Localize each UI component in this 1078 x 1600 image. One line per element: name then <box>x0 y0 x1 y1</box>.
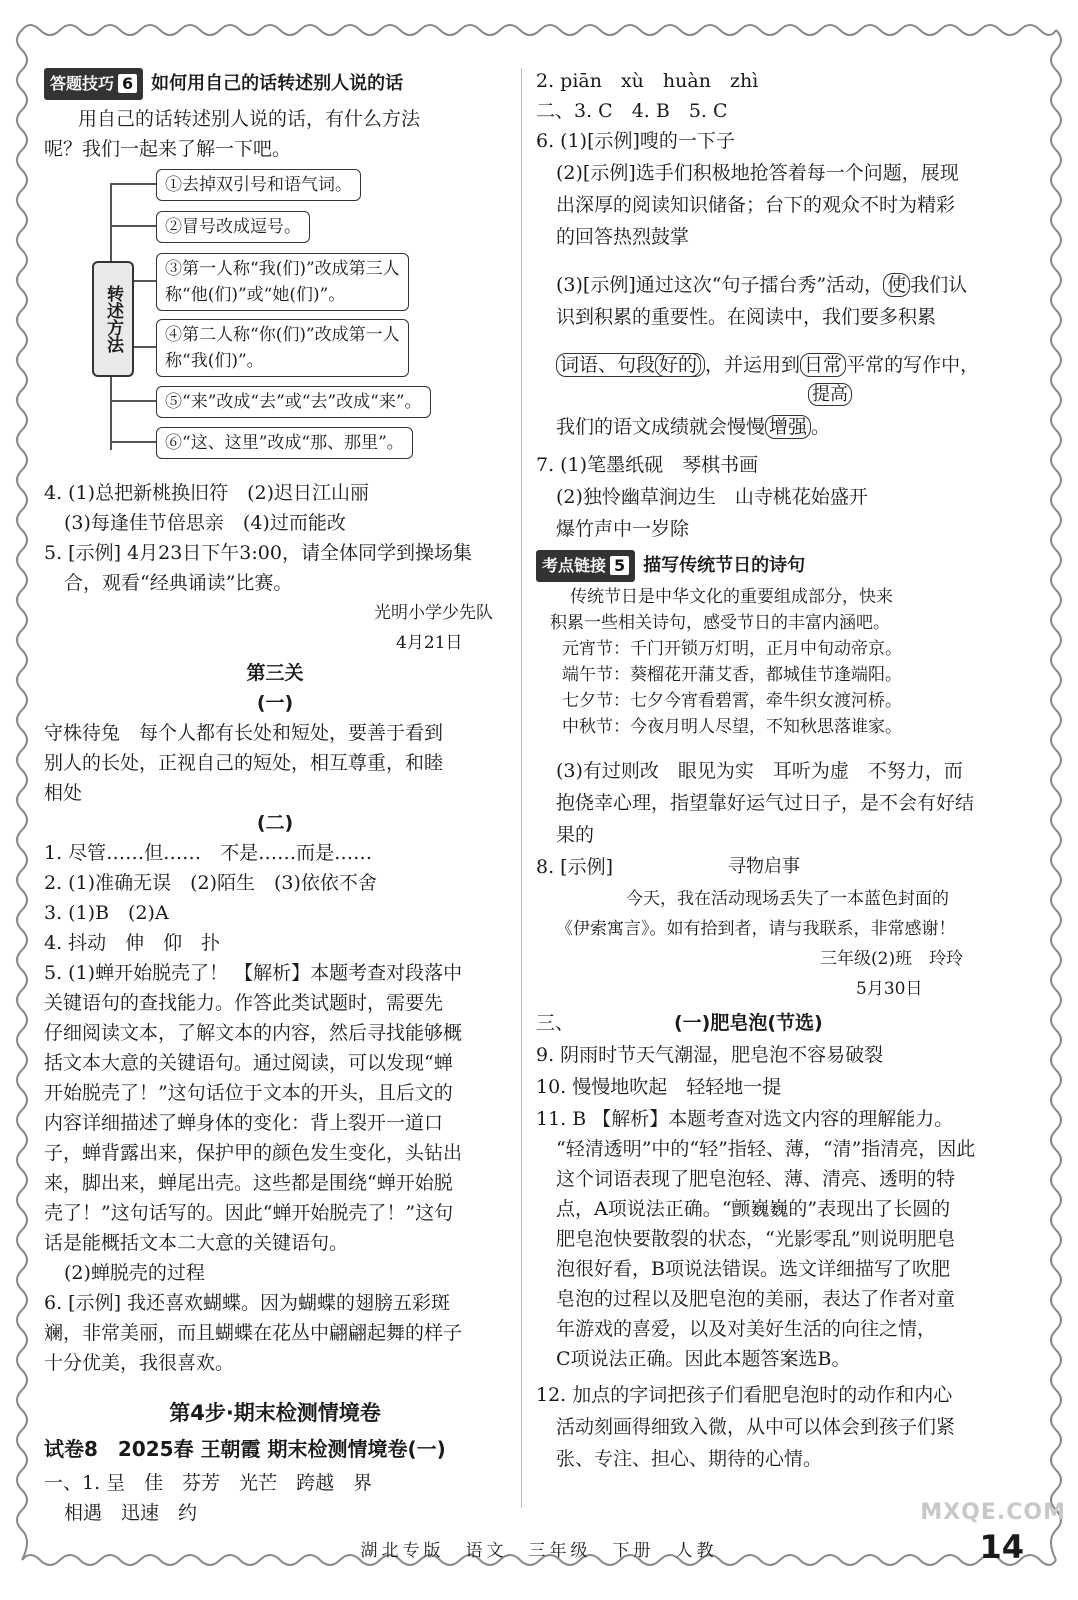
step-4-title: 第4步·期末检测情境卷 <box>169 1401 381 1425</box>
answer-b5-line: (2)蝉脱壳的过程 <box>64 1262 205 1284</box>
answer-page <box>34 58 1044 1566</box>
signature-org: 光明小学少先队 <box>374 603 493 623</box>
answer-b6-line: 6. [示例] 我还喜欢蝴蝶。因为蝴蝶的翅膀五彩斑 <box>44 1292 451 1314</box>
answer-4b: (3)每逢佳节倍思亲 (4)过而能改 <box>64 512 346 534</box>
answer-5b: 合，观看“经典诵读”比赛。 <box>64 572 293 594</box>
answer-r6c-line-2: 识到积累的重要性。在阅读中，我们要多积累 <box>556 306 937 328</box>
bracket-tick <box>110 225 156 227</box>
answer-b5-line: 来，脚出来，蝉尾出壳。这些都是围绕“蝉开始脱 <box>44 1172 453 1194</box>
answer-r2: 2. piān xù huàn zhì <box>536 70 759 92</box>
answer-b5-line: 关键语句的查找能力。作答此类试题时，需要先 <box>44 992 444 1014</box>
answer-b6-line: 斓，非常美丽，而且蝴蝶在花丛中翩翩起舞的样子 <box>44 1322 463 1344</box>
link-header <box>536 550 805 582</box>
answer-b1: 1. 尽管……但…… 不是……而是…… <box>44 842 373 864</box>
paper-8-title: 试卷8 2025春 王朝霞 期末检测情境卷(一) <box>44 1437 446 1461</box>
poem-line: 中秋节：今夜月明人尽望，不知秋思落谁家。 <box>562 717 902 737</box>
subsection-1: (一) <box>256 692 294 714</box>
answer-b5-line: 5. (1)蝉开始脱壳了！ 【解析】本题考查对段落中 <box>44 962 463 984</box>
s1-line-2: 别人的长处，正视自己的短处，相互尊重，和睦 <box>44 752 444 774</box>
section-3-title: 第三关 <box>246 662 304 684</box>
link-intro-2: 积累一些相关诗句，感受节日的丰富内涵吧。 <box>550 613 890 633</box>
answer-r11-line: 点，A项说法正确。“颤巍巍的”表现出了长圆的 <box>556 1198 951 1220</box>
method-box-6: ⑥“这、这里”改成“那、那里”。 <box>156 427 413 459</box>
notice-body-1: 今天，我在活动现场丢失了一本蓝色封面的 <box>626 889 949 909</box>
poem-line: 七夕节：七夕今宵看碧霄，牵牛织女渡河桥。 <box>562 691 902 711</box>
method-label: 转述方法 <box>92 261 134 377</box>
answer-r11-line: “轻清透明”中的“轻”指轻、薄，“清”指清亮，因此 <box>556 1138 976 1160</box>
s1-line-1: 守株待兔 每个人都有长处和短处，要善于看到 <box>44 722 444 744</box>
correction-up: 提高 <box>808 380 852 410</box>
answer-r2b: 二、3. C 4. B 5. C <box>536 100 728 122</box>
bracket-tick <box>110 183 156 185</box>
tip-title: 如何用自己的话转述别人说的话 <box>151 73 404 94</box>
subsection-2: (二) <box>256 812 294 834</box>
link-title: 描写传统节日的诗句 <box>643 555 806 576</box>
method-box-3: ③第一人称“我(们)”改成第三人 称“他(们)”或“她(们)”。 <box>156 253 409 311</box>
answer-b5-line: 子，蝉背露出来，保护甲的颜色发生变化，头钻出 <box>44 1142 463 1164</box>
answer-r6c-line-3: 词语、句段 好的 ，并运用到 日常 平常的写作中， <box>556 350 979 380</box>
notice-signature: 三年级(2)班 玲玲 <box>820 949 964 969</box>
watermark: MXQE.COM <box>920 1500 1066 1525</box>
paper-8-line-2: 相遇 迅速 约 <box>64 1502 198 1524</box>
answer-r7c: 爆竹声中一岁除 <box>556 518 690 540</box>
notice-body-2: 《伊索寓言》。如有拾到者，请与我联系，非常感谢！ <box>556 919 956 939</box>
tip-tag: 答题技巧 6 <box>44 68 143 100</box>
bracket-tick <box>110 441 156 443</box>
page-number: 14 <box>979 1528 1024 1566</box>
link-tag: 考点链接 5 <box>536 550 635 582</box>
answer-r7d-line: 果的 <box>556 824 595 846</box>
answer-r7d-line: 抱侥幸心理，指望靠好运气过日子，是不会有好结 <box>556 792 975 814</box>
method-box-2: ②冒号改成逗号。 <box>156 211 310 243</box>
poem-line: 元宵节：千门开锁万灯明，正月中旬动帝京。 <box>562 639 902 659</box>
answer-r12-line: 张、专注、担心、期待的心情。 <box>556 1448 823 1470</box>
answer-r11-line: C项说法正确。因此本题答案选B。 <box>556 1348 851 1370</box>
notice-title: 寻物启事 <box>728 856 800 877</box>
answer-b6-line: 十分优美，我很喜欢。 <box>44 1352 235 1374</box>
answer-r11-line: 这个词语表现了肥皂泡轻、薄、清亮、透明的特 <box>556 1168 956 1190</box>
answer-r6b-line: (2)[示例]选手们积极地抢答着每一个问题，展现 <box>556 162 959 184</box>
method-box-5: ⑤“来”改成“去”或“去”改成“来”。 <box>156 386 431 418</box>
answer-b5-line: 壳了！”这句话写的。因此“蝉开始脱壳了！”这句 <box>44 1202 454 1224</box>
answer-r8: 8. [示例] <box>536 856 613 878</box>
answer-b5-line: 开始脱壳了！”这句话位于文本的开头，且后文的 <box>44 1082 453 1104</box>
answer-r6c-line-4: 我们的语文成绩就会慢慢 增强 。 <box>556 416 831 438</box>
answer-b4: 4. 抖动 伸 仰 扑 <box>44 932 221 954</box>
answer-b5-line: 仔细阅读文本，了解文本的内容，然后寻找能够概 <box>44 1022 463 1044</box>
answer-r6b-line: 出深厚的阅读知识储备；台下的观众不时为精彩 <box>556 194 956 216</box>
tip-header <box>44 68 403 100</box>
answer-b2: 2. (1)准确无误 (2)陌生 (3)依依不舍 <box>44 872 377 894</box>
section-3-passage: (一)肥皂泡(节选) <box>674 1012 823 1034</box>
answer-4a: 4. (1)总把新桃换旧符 (2)迟日江山丽 <box>44 482 369 504</box>
page-footer: 湖北专版 语文 三年级 下册 人教 <box>360 1541 718 1561</box>
tip-intro-1: 用自己的话转述别人说的话，有什么方法 <box>78 108 421 130</box>
link-intro-1: 传统节日是中华文化的重要组成部分，快来 <box>570 587 893 607</box>
poem-line: 端午节：葵榴花开蒲艾香，都城佳节逢端阳。 <box>562 665 902 685</box>
answer-r11-line: 皂泡的过程以及肥皂泡的美丽，表达了作者对童 <box>556 1288 956 1310</box>
method-box-1: ①去掉双引号和语气词。 <box>156 169 361 201</box>
answer-r11-line: 肥皂泡快要散裂的状态，“光影零乱”则说明肥皂 <box>556 1228 956 1250</box>
tip-intro-2: 呢？我们一起来了解一下吧。 <box>44 138 292 160</box>
answer-5a: 5. [示例] 4月23日下午3:00，请全体同学到操场集 <box>44 542 472 564</box>
notice-date: 5月30日 <box>856 979 923 999</box>
method-box-4: ④第二人称“你(们)”改成第一人 称“我(们)”。 <box>156 319 409 377</box>
answer-r11-line: 11. B 【解析】本题考查对选文内容的理解能力。 <box>536 1108 954 1130</box>
answer-r9: 9. 阴雨时节天气潮湿，肥皂泡不容易破裂 <box>536 1044 884 1066</box>
answer-r7a: 7. (1)笔墨纸砚 琴棋书画 <box>536 454 759 476</box>
answer-r12-line: 活动刻画得细致入微，从中可以体会到孩子们紧 <box>556 1416 956 1438</box>
answer-b5-line: 话是能概括文本二大意的关键语句。 <box>44 1232 349 1254</box>
answer-r11-line: 泡很好看，B项说法错误。选文详细描写了吹肥 <box>556 1258 950 1280</box>
answer-r12-line: 12. 加点的字词把孩子们看肥皂泡时的动作和内心 <box>536 1384 953 1406</box>
column-divider <box>521 68 522 1508</box>
section-3-label: 三、 <box>536 1012 575 1034</box>
answer-b5-line: 括文本大意的关键语句。通过阅读，可以发现“蝉 <box>44 1052 453 1074</box>
answer-b3: 3. (1)B (2)A <box>44 902 169 924</box>
bracket-tick <box>110 400 156 402</box>
answer-r7d-line: (3)有过则改 眼见为实 耳听为虚 不努力，而 <box>556 760 963 782</box>
signature-date: 4月21日 <box>396 633 463 653</box>
answer-r6a: 6. (1)[示例]嗖的一下子 <box>536 130 735 152</box>
answer-r6b-line: 的回答热烈鼓掌 <box>556 226 690 248</box>
answer-r6c-line-1: (3)[示例]通过这次“句子擂台秀”活动， 使 我们认 <box>556 274 968 296</box>
s1-line-3: 相处 <box>44 782 83 804</box>
answer-r11-line: 年游戏的喜爱，以及对美好生活的向往之情， <box>556 1318 937 1340</box>
answer-b5-line: 内容详细描述了蝉身体的变化：背上裂开一道口 <box>44 1112 444 1134</box>
answer-r7b: (2)独怜幽草涧边生 山寺桃花始盛开 <box>556 486 868 508</box>
paper-8-line-1: 一、1. 呈 佳 芬芳 光芒 跨越 界 <box>44 1472 373 1494</box>
answer-r10: 10. 慢慢地吹起 轻轻地一提 <box>536 1076 782 1098</box>
